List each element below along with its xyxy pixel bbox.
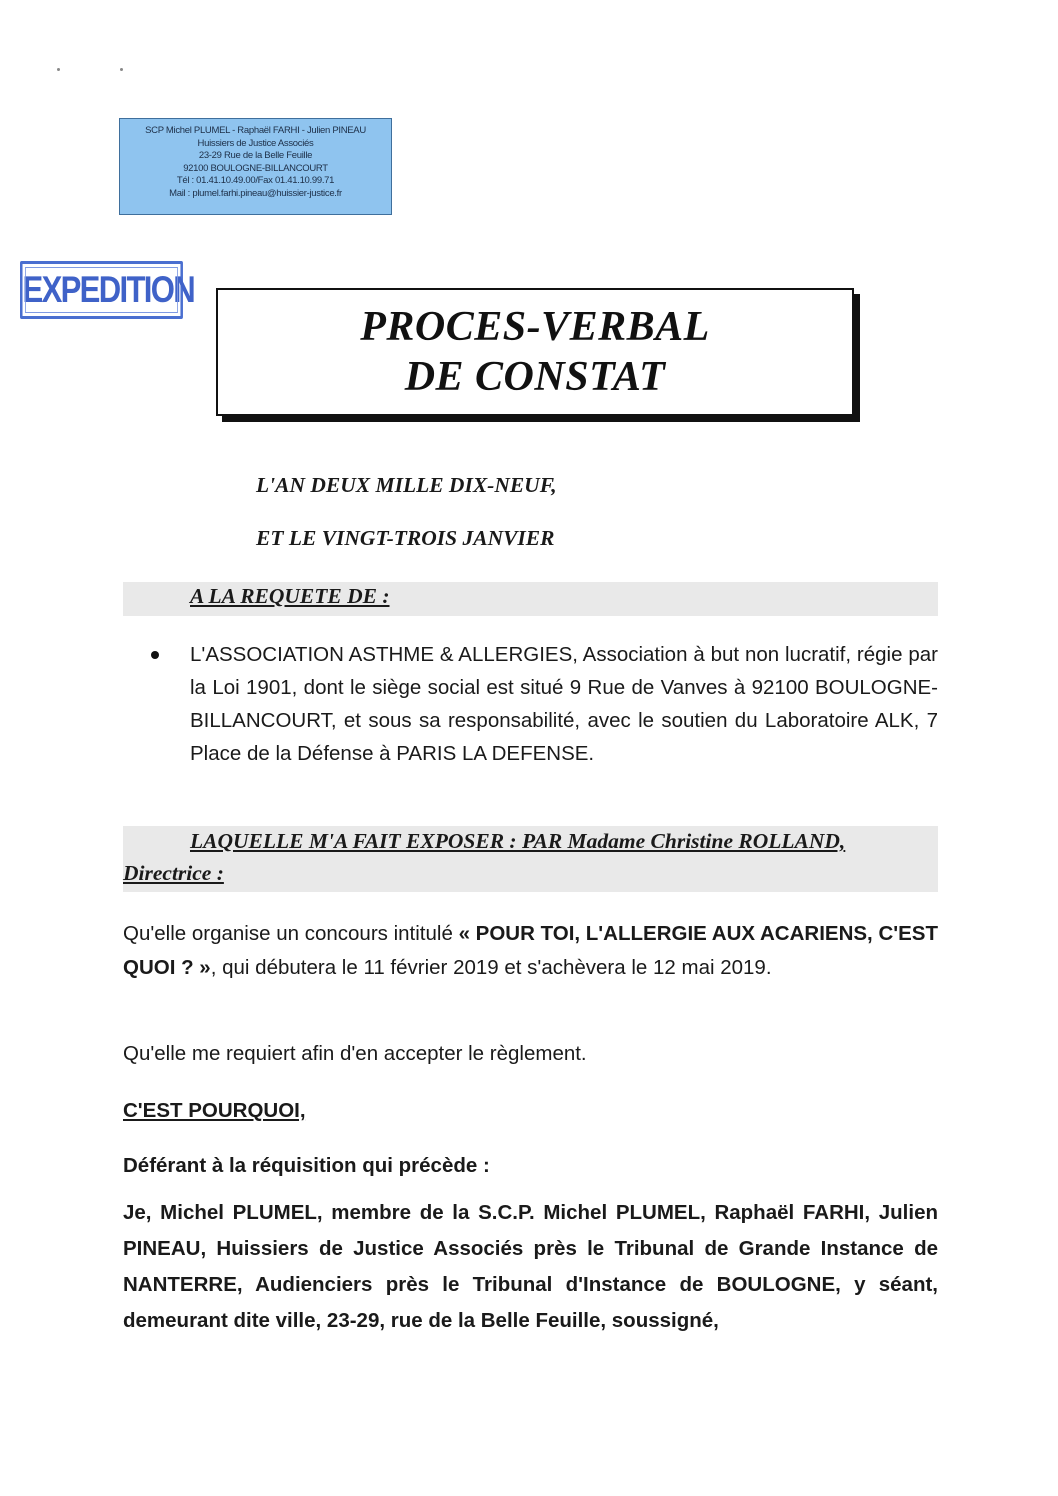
letterhead-line: Huissiers de Justice Associés [197,137,314,149]
letterhead-line: SCP Michel PLUMEL - Raphaël FARHI - Julien PINEAU [145,125,366,136]
laquelle-heading-line2: Directrice : [123,861,224,885]
requiert-paragraph: Qu'elle me requiert afin d'en accepter le règlement. [123,1042,587,1065]
scan-speck [120,68,123,71]
scan-speck [57,68,60,71]
date-line-year: L'AN DEUX MILLE DIX-NEUF, [256,473,557,497]
concours-dates: , qui débutera le 11 février 2019 et s'achèvera le 12 mai 2019. [210,956,772,979]
concours-name: « POUR TOI, L'ALLERGIE AUX ACARIENS, C'EST QUOI ? » [123,922,938,979]
document-title-line2: DE CONSTAT [404,354,666,400]
date-line-day: ET LE VINGT-TROIS JANVIER [256,526,555,550]
title-box [216,288,854,416]
letterhead-line: Mail : plumel.farhi.pineau@huissier-justice.fr [169,187,342,199]
pourquoi-heading: C'EST POURQUOI, [123,1099,306,1122]
document-title-line1: PROCES-VERBAL [360,304,710,350]
letterhead-stamp [119,118,392,215]
letterhead-line: 92100 BOULOGNE-BILLANCOURT [183,162,328,174]
letterhead-line: 23-29 Rue de la Belle Feuille [198,150,313,161]
laquelle-heading-line1: LAQUELLE M'A FAIT EXPOSER : PAR Madame Christine ROLLAND, [190,829,846,853]
letterhead-line: Tél : 01.41.10.49.00/Fax 01.41.10.99.71 [176,175,335,186]
huissier-paragraph: Je, Michel PLUMEL, membre de la S.C.P. Michel PLUMEL, Raphaël FARHI, Julien PINEAU, Huissiers de Justice Associés près le Tribunal de Grande Instance de NANTERRE, Audienciers près le Tribunal d'Instance de BOULOGNE, y séant, demeurant dite ville, 23-29, rue de la Belle Feuille, soussigné, [123,1201,938,1332]
deferant-line: Déférant à la réquisition qui précède : [123,1154,490,1177]
requete-heading: A LA REQUETE DE : [190,584,390,608]
expedition-stamp: EXPEDITION [20,261,183,319]
requerant-paragraph: L'ASSOCIATION ASTHME & ALLERGIES, Association à but non lucratif, régie par la Loi 1901, dont le siège social est situé 9 Rue de Vanves à 92100 BOULOGNE-BILLANCOURT, et sous sa responsabilité, avec le soutien du Laboratoire ALK, 7 Place de la Défense à PARIS LA DEFENSE. [190,643,938,765]
concours-paragraph [123,917,938,985]
concours-intro: Qu'elle organise un concours intitulé [123,922,459,945]
bullet-icon [151,651,159,659]
